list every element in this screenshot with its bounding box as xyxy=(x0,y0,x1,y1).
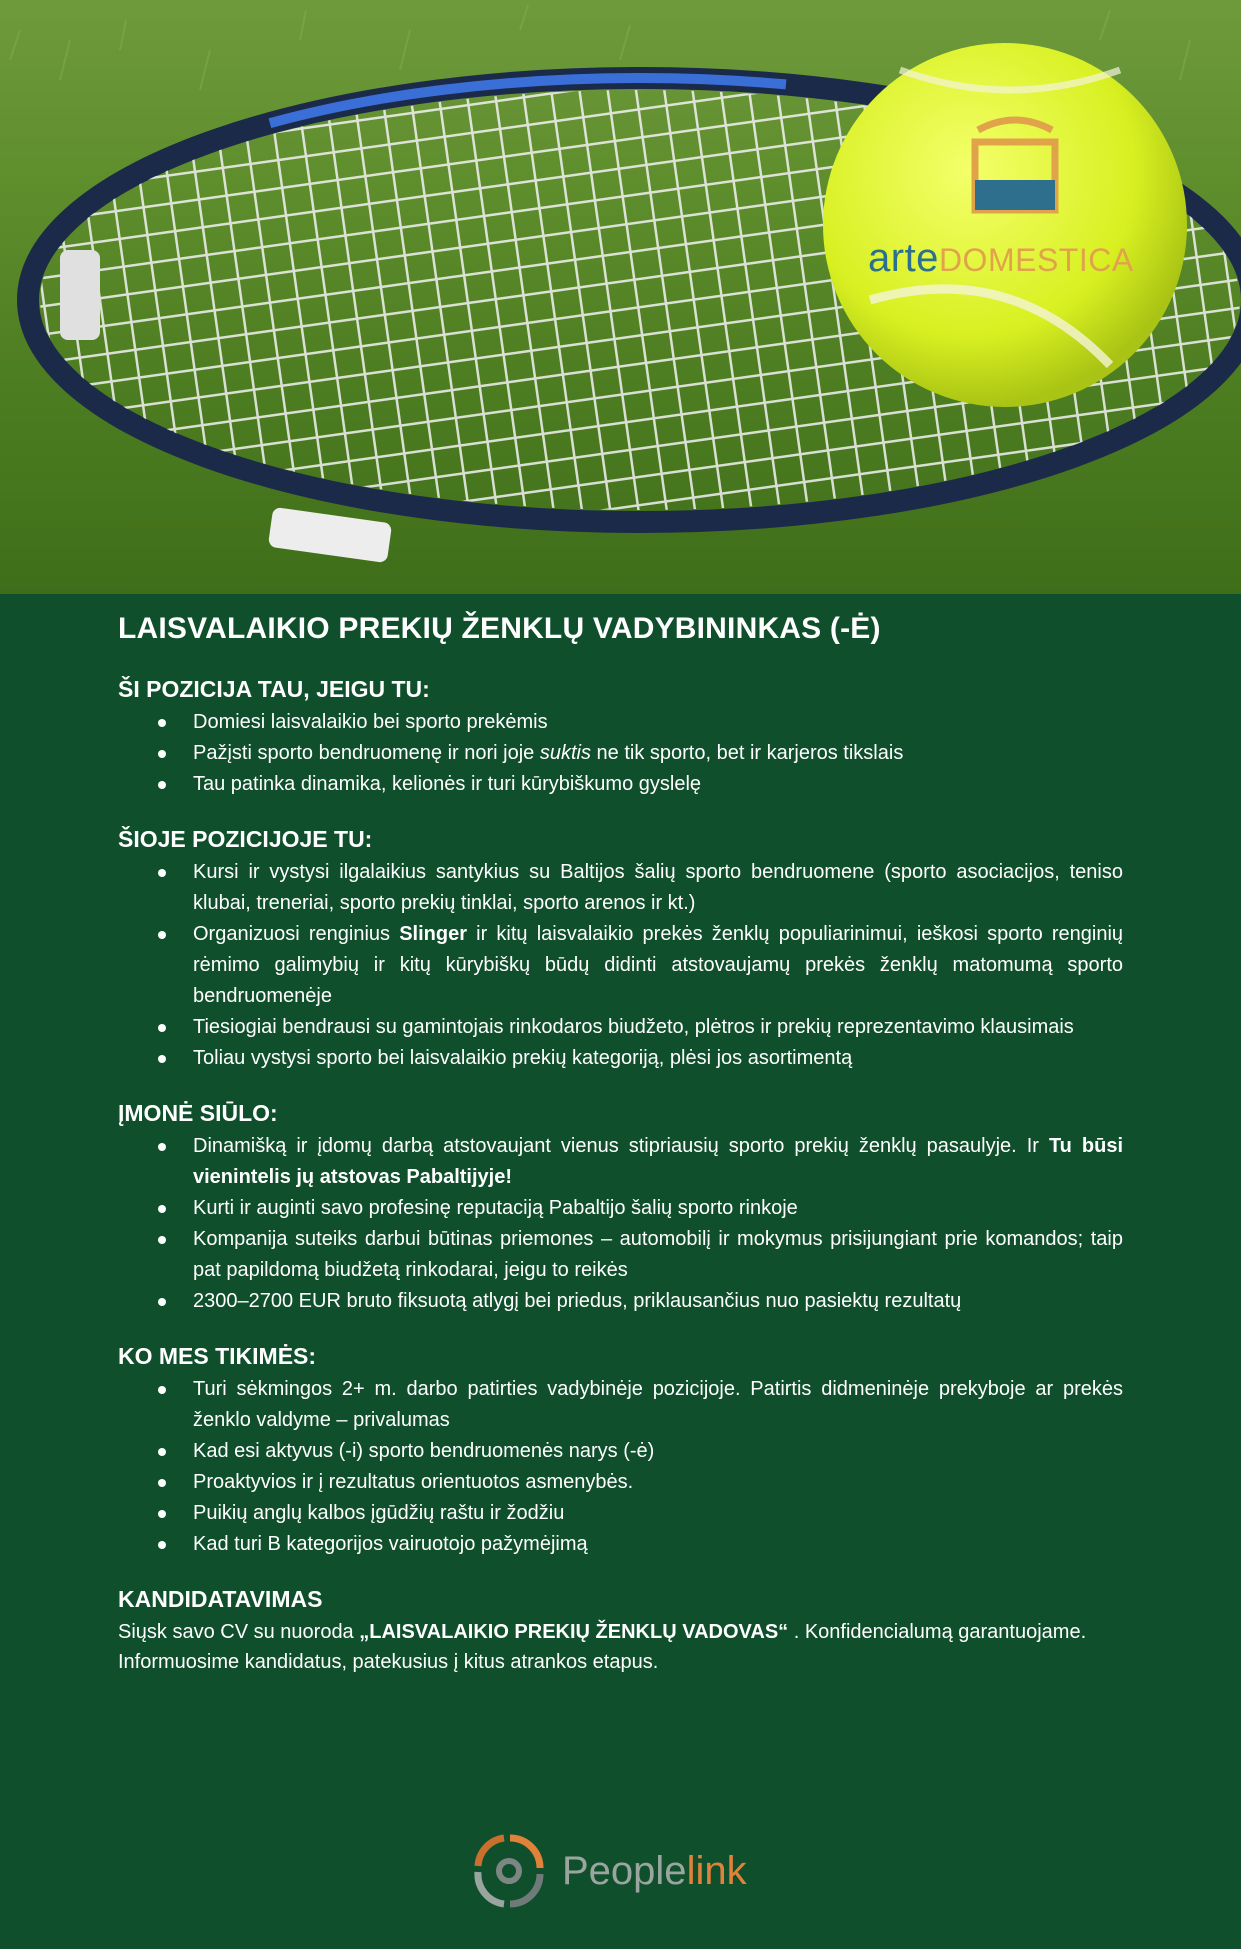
section-heading: ŠIOJE POZICIJOJE TU: xyxy=(118,826,373,852)
list-item: Kad esi aktyvus (-i) sporto bendruomenės narys (-ė) xyxy=(118,1436,1123,1467)
bullet-list xyxy=(118,857,1123,1074)
section-expectations xyxy=(118,1343,1123,1560)
bullet-list xyxy=(118,707,1123,800)
reference-code: „LAISVALAIKIO PREKIŲ ŽENKLŲ VADOVAS“ xyxy=(359,1621,789,1643)
apply-text-line-2: Informuosime kandidatus, patekusius į kitus atrankos etapus. xyxy=(118,1651,659,1673)
list-item: Turi sėkmingos 2+ m. darbo patirties vadybinėje pozicijoje. Patirtis didmeninėje prekyboje ar prekės ženklo valdyme – privalumas xyxy=(118,1374,1123,1436)
section-offer xyxy=(118,1100,1123,1317)
peoplelink-logo-icon xyxy=(470,1832,548,1910)
list-item: Proaktyvios ir į rezultatus orientuotos asmenybės. xyxy=(118,1467,1123,1498)
list-item: Tau patinka dinamika, kelionės ir turi kūrybiškumo gyslelę xyxy=(118,769,1123,800)
tennis-racket-illustration xyxy=(0,0,1241,594)
list-item: Kursi ir vystysi ilgalaikius santykius su Baltijos šalių sporto bendruomene (sporto asociacijos, teniso klubai, treneriai, sporto prekių tinklai, sporto arenos ir kt.) xyxy=(118,857,1123,919)
section-heading: ĮMONĖ SIŪLO: xyxy=(118,1100,278,1126)
job-ad-content xyxy=(118,612,1123,1677)
list-item: Tiesiogiai bendrausi su gamintojais rinkodaros biudžeto, plėtros ir prekių reprezentavimo klausimais xyxy=(118,1012,1123,1043)
hero-image xyxy=(0,0,1241,594)
peoplelink-logo: Peoplelink xyxy=(470,1832,747,1910)
list-item: Kurti ir auginti savo profesinę reputaciją Pabaltijo šalių sporto rinkoje xyxy=(118,1193,1123,1224)
list-item: Pažįsti sporto bendruomenę ir nori joje suktis ne tik sporto, bet ir karjeros tikslais xyxy=(118,738,1123,769)
section-heading: ŠI POZICIJA TAU, JEIGU TU: xyxy=(118,676,430,702)
section-apply xyxy=(118,1586,1123,1677)
bullet-list xyxy=(118,1131,1123,1317)
list-item: Puikių anglų kalbos įgūdžių raštu ir žodžiu xyxy=(118,1498,1123,1529)
list-item: Kompanija suteiks darbui būtinas priemones – automobilį ir mokymus prisijungiant prie komandos; taip pat papildomą biudžetą rinkodarai, jeigu to reikės xyxy=(118,1224,1123,1286)
list-item: Organizuosi renginius Slinger ir kitų laisvalaikio prekės ženklų populiarinimui, ieškosi sporto renginių rėmimo galimybių ir kitų kūrybiškų būdų didinti atstovaujamų prekės ženklų matomumą sporto bendruomenėje xyxy=(118,919,1123,1012)
list-item: Domiesi laisvalaikio bei sporto prekėmis xyxy=(118,707,1123,738)
section-responsibilities xyxy=(118,826,1123,1074)
section-for-you xyxy=(118,676,1123,800)
list-item: Toliau vystysi sporto bei laisvalaikio prekių kategoriją, plėsi jos asortimentą xyxy=(118,1043,1123,1074)
list-item: Dinamišką ir įdomų darbą atstovaujant vienus stipriausių sporto prekių ženklų pasaulyje. Ir Tu būsi vienintelis jų atstovas Pabaltijyje! xyxy=(118,1131,1123,1193)
list-item: Kad turi B kategorijos vairuotojo pažymėjimą xyxy=(118,1529,1123,1560)
list-item: 2300–2700 EUR bruto fiksuotą atlygį bei priedus, priklausančius nuo pasiektų rezultatų xyxy=(118,1286,1123,1317)
bullet-list xyxy=(118,1374,1123,1560)
section-heading: KANDIDATAVIMAS xyxy=(118,1586,323,1612)
section-heading: KO MES TIKIMĖS: xyxy=(118,1343,317,1369)
apply-text-line-1: Siųsk savo CV su nuoroda „LAISVALAIKIO PREKIŲ ŽENKLŲ VADOVAS“ . Konfidencialumą garantuojame. xyxy=(118,1621,1087,1643)
arte-domestica-logo: arteDOMESTICA xyxy=(868,236,1134,280)
job-title: LAISVALAIKIO PREKIŲ ŽENKLŲ VADYBININKAS (-Ė) xyxy=(118,612,881,645)
